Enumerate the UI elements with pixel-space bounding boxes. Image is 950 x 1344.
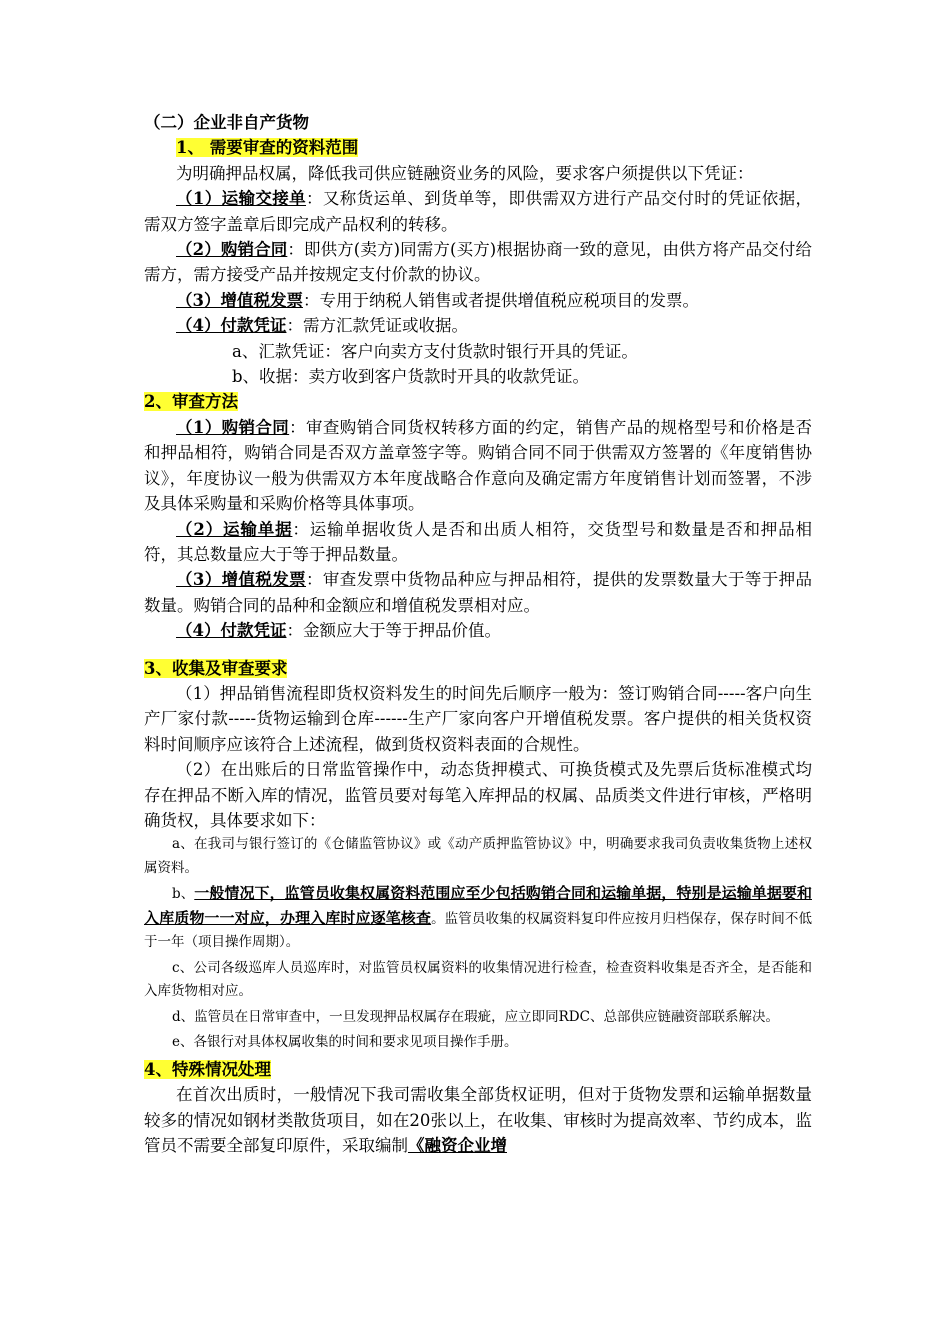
method-item-label: （4）付款凭证: [176, 621, 287, 641]
doc-item-label: （3）增值税发票: [176, 290, 303, 310]
method-item-3: （3）增值税发票：审查发票中货物品种应与押品相符，提供的发票数量大于等于押品数量。购销合同的品种和金额应和增值税发票相对应。: [144, 570, 813, 615]
special-tail: 《融资企业增: [408, 1136, 507, 1156]
doc-item-4: （4）付款凭证：需方汇款凭证或收据。: [176, 316, 468, 336]
method-item-2: （2）运输单据：运输单据收货人是否和出质人相符，交货型号和数量是否和押品相符，其总数量应大于等于押品数量。: [144, 519, 813, 564]
doc-item-label: （1）运输交接单: [176, 189, 307, 209]
doc-item-3: （3）增值税发票：专用于纳税人销售或者提供增值税应税项目的发票。: [176, 290, 699, 310]
method-item-label: （2）运输单据: [176, 519, 293, 539]
requirement-paragraph-2: （2）在出账后的日常监管操作中，动态货押模式、可换货模式及先票后货标准模式均存在押品不断入库的情况，监管员要对每笔入库押品的权属、品质类文件进行审核，严格明确货权，具体要求如下：: [144, 760, 812, 830]
doc-item-label: （2）购销合同: [176, 240, 288, 260]
requirement-b-emphasis: 一般情况下，监管员收集权属资料范围应至少包括购销合同和运输单据，特别是运输单据要和入库质物一一对应，办理入库时应逐笔核查: [144, 884, 812, 927]
doc-item-2: （2）购销合同：即供方(卖方)同需方(买方)根据协商一致的意见，由供方将产品交付给需方，需方接受产品并按规定支付价款的协议。: [144, 240, 813, 285]
method-item-label: （3）增值税发票: [176, 570, 307, 590]
intro-paragraph: 为明确押品权属，降低我司供应链融资业务的风险，要求客户须提供以下凭证：: [176, 163, 754, 183]
heading-1: 1、 需要审查的资料范围: [176, 138, 359, 158]
requirement-e: e、各银行对具体权属收集的时间和要求见项目操作手册。: [172, 1034, 518, 1051]
sub-item-b: b、收据：卖方收到客户货款时开具的收款凭证。: [232, 367, 590, 387]
method-item-1: （1）购销合同：审查购销合同货权转移方面的约定，销售产品的规格型号和价格是否和押品相符，购销合同是否双方盖章签字等。购销合同不同于供需双方签署的《年度销售协议》，年度协议一般为供需双方本年度战略合作意向及确定需方年度销售计划而签署，不涉及具体采购量和采购价格等具体事项。: [144, 417, 813, 514]
sub-item-a: a、汇款凭证：客户向卖方支付货款时银行开具的凭证。: [232, 341, 638, 361]
method-item-4: （4）付款凭证：金额应大于等于押品价值。: [176, 621, 501, 641]
requirement-c: c、公司各级巡库人员巡库时，对监管员权属资料的收集情况进行检查，检查资料收集是否齐全，是否能和入库货物相对应。: [144, 959, 812, 1000]
section-title: （二）企业非自产货物: [144, 113, 309, 132]
special-paragraph: 在首次出质时，一般情况下我司需收集全部货权证明，但对于货物发票和运输单据数量较多的情况如钢材类散货项目，如在20张以上，在收集、审核时为提高效率、节约成本，监管员不需要全部复印原件，采取编制《融资企业增: [144, 1085, 812, 1156]
requirement-paragraph-1: （1）押品销售流程即货权资料发生的时间先后顺序一般为：签订购销合同-----客户向生产厂家付款-----货物运输到仓库------生产厂家向客户开增值税发票。客户提供的相关货权资料时间顺序应该符合上述流程，做到货权资料表面的合规性。: [144, 683, 812, 754]
doc-item-label: （4）付款凭证: [176, 316, 287, 336]
heading-3: 3、收集及审查要求: [144, 658, 288, 678]
heading-2: 2、审查方法: [144, 392, 238, 412]
doc-item-1: （1）运输交接单：又称货运单、到货单等，即供需双方进行产品交付时的凭证依据，需双方签字盖章后即完成产品权利的转移。: [144, 189, 813, 234]
heading-4: 4、特殊情况处理: [144, 1059, 271, 1079]
requirement-b: b、一般情况下，监管员收集权属资料范围应至少包括购销合同和运输单据，特别是运输单据要和入库质物一一对应，办理入库时应逐笔核查。监管员收集的权属资料复印件应按月归档保存，保存时间不低于一年（项目操作周期）。: [144, 884, 812, 951]
method-item-label: （1）购销合同: [176, 417, 290, 437]
requirement-d: d、监管员在日常审查中，一旦发现押品权属存在瑕疵，应立即同RDC、总部供应链融资部联系解决。: [172, 1008, 779, 1025]
requirement-a: a、在我司与银行签订的《仓储监管协议》或《动产质押监管协议》中，明确要求我司负责收集货物上述权属资料。: [144, 836, 812, 876]
